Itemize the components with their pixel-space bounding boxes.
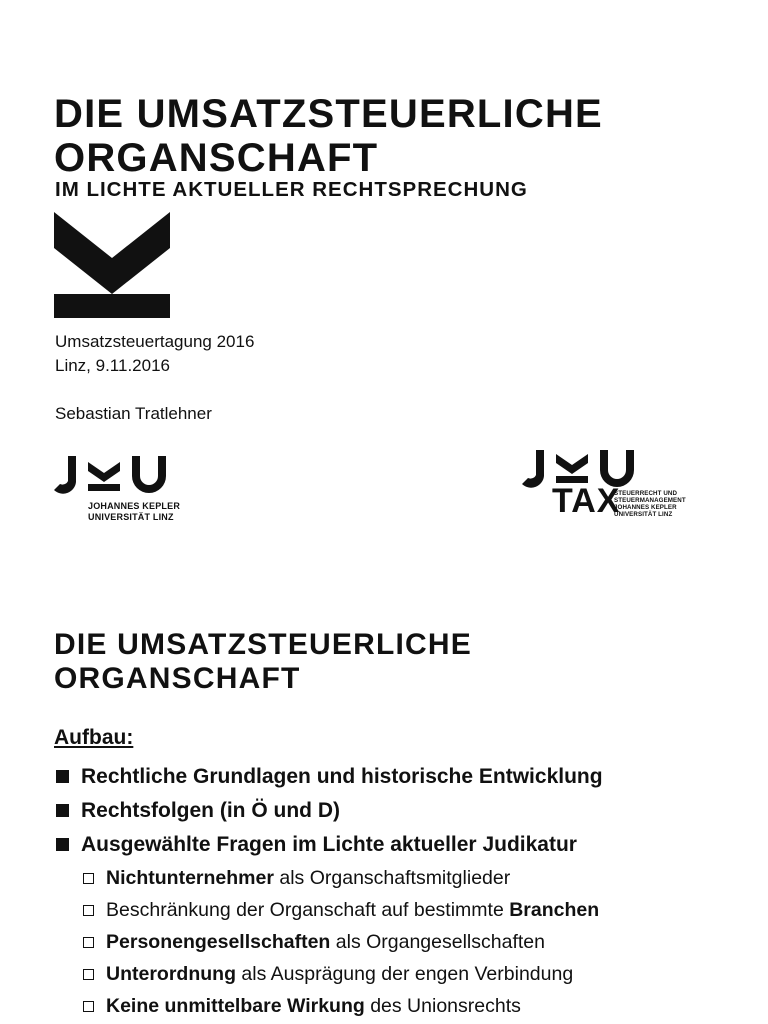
- sub-list-item: [81, 862, 603, 894]
- jku-caption-line2: UNIVERSITÄT LINZ: [88, 512, 174, 522]
- slide-title-line1: DIE UMSATZSTEUERLICHE: [54, 92, 603, 136]
- jku-tax-logo: [522, 448, 732, 528]
- event-place-date: Linz, 9.11.2016: [55, 356, 170, 375]
- sub-list-item: [81, 894, 603, 926]
- list-item-text: Ausgewählte Fragen im Lichte aktueller Judikatur: [81, 833, 577, 856]
- tax-label: TAX: [552, 482, 621, 520]
- list-item: [54, 760, 603, 794]
- sub-item-text: Beschränkung der Organschaft auf bestimmte: [106, 899, 510, 921]
- slide-subtitle: IM LICHTE AKTUELLER RECHTSPRECHUNG: [55, 178, 528, 201]
- sub-list-item: [81, 990, 603, 1022]
- jku-k-mark-icon: [54, 212, 172, 318]
- outline-heading: Aufbau:: [54, 726, 134, 749]
- jku-logo-caption: [88, 501, 180, 523]
- square-bullet-icon: [56, 804, 69, 817]
- sub-item-bold: Keine unmittelbare Wirkung: [106, 995, 365, 1017]
- sub-list-item: [81, 958, 603, 990]
- outline-title-line2: ORGANSCHAFT: [54, 662, 301, 695]
- list-item: [54, 828, 603, 862]
- tax-caption-line4: UNIVERSITÄT LINZ: [614, 511, 673, 518]
- list-item-text: Rechtliche Grundlagen und historische Entwicklung: [81, 765, 603, 788]
- sub-item-bold: Nichtunternehmer: [106, 867, 274, 889]
- sub-item-text: als Organgesellschaften: [330, 931, 545, 953]
- sub-item-bold: Personengesellschaften: [106, 931, 331, 953]
- square-bullet-icon: [56, 770, 69, 783]
- sub-item-text: als Organschaftsmitglieder: [273, 867, 511, 889]
- outline-title-line1: DIE UMSATZSTEUERLICHE: [54, 628, 472, 661]
- slide-title-line2: ORGANSCHAFT: [54, 136, 379, 180]
- sub-item-bold: Unterordnung: [106, 963, 236, 985]
- list-item: [54, 794, 603, 828]
- hollow-square-bullet-icon: [83, 873, 94, 884]
- jku-caption-line1: JOHANNES KEPLER: [88, 501, 181, 511]
- sub-item-text: als Ausprägung der engen Verbindung: [235, 963, 574, 985]
- jku-wordmark-icon: [54, 452, 172, 496]
- hollow-square-bullet-icon: [83, 969, 94, 980]
- slide-title: [54, 92, 603, 180]
- tax-caption-line3: JOHANNES KEPLER: [614, 504, 677, 511]
- sub-item-bold: Branchen: [509, 899, 600, 921]
- tax-caption-line2: STEUERMANAGEMENT: [614, 497, 686, 504]
- jku-logo: [54, 452, 194, 527]
- tax-logo-caption: [614, 490, 686, 518]
- author-name: Sebastian Tratlehner: [55, 404, 212, 423]
- outline-list: [54, 760, 603, 1022]
- sub-item-text: des Unionsrechts: [364, 995, 521, 1017]
- square-bullet-icon: [56, 838, 69, 851]
- outline-title: [54, 628, 472, 696]
- hollow-square-bullet-icon: [83, 937, 94, 948]
- list-item-text: Rechtsfolgen (in Ö und D): [81, 799, 340, 822]
- hollow-square-bullet-icon: [83, 905, 94, 916]
- tax-caption-line1: STEUERRECHT UND: [614, 490, 678, 497]
- event-name: Umsatzsteuertagung 2016: [55, 332, 255, 351]
- sub-list-item: [81, 926, 603, 958]
- outline-slide: [0, 560, 768, 1024]
- hollow-square-bullet-icon: [83, 1001, 94, 1012]
